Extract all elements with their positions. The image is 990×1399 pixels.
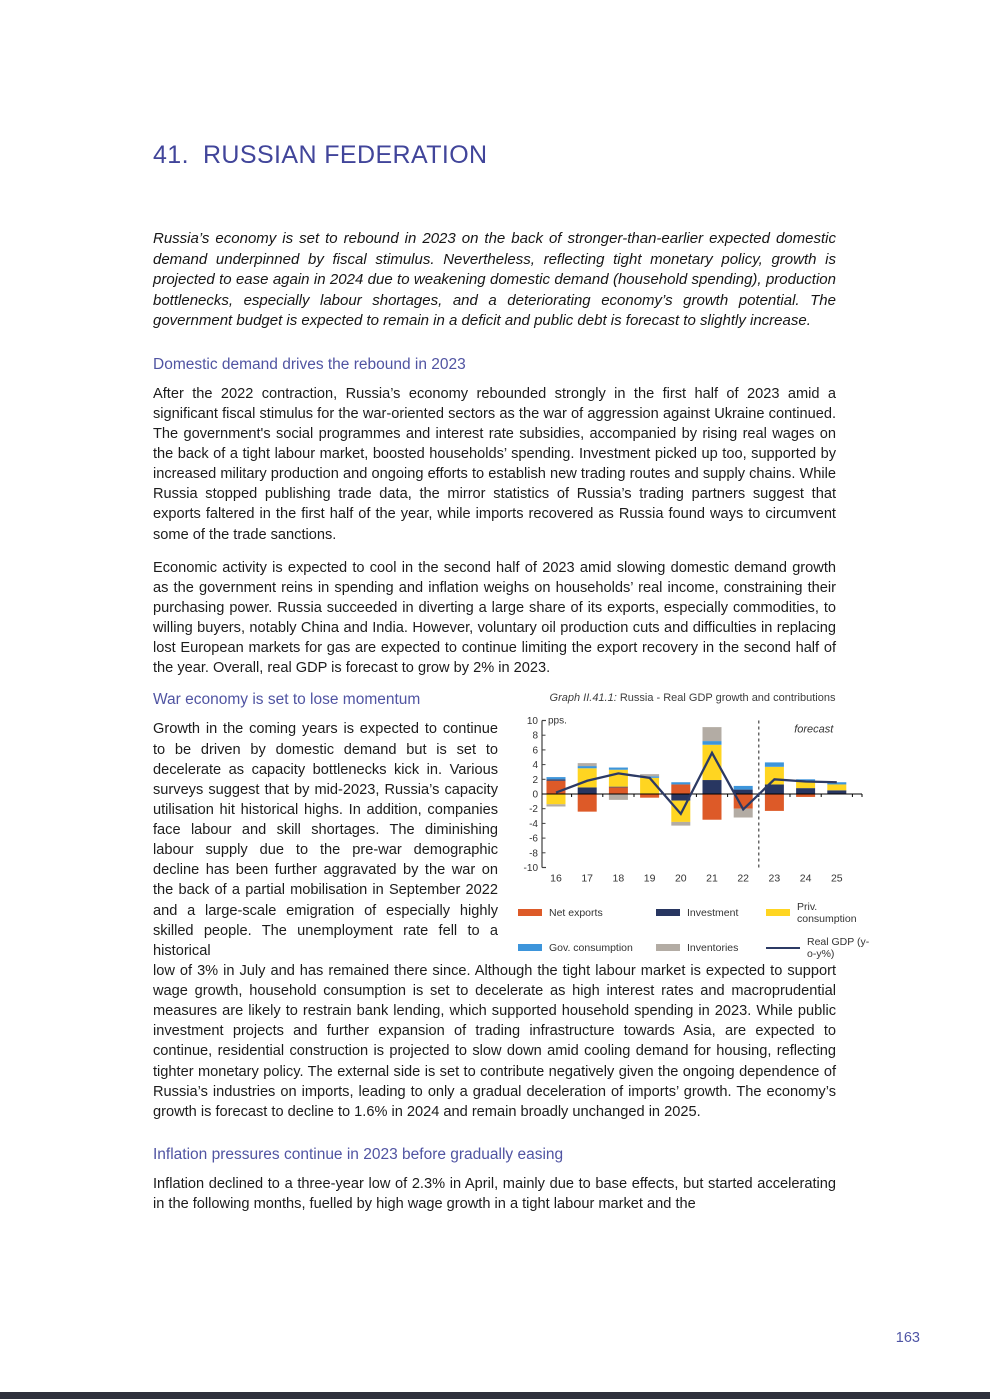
svg-text:17: 17 (581, 872, 594, 885)
svg-text:22: 22 (737, 872, 750, 885)
page-content (153, 0, 870, 1227)
real-gdp-line (556, 753, 837, 814)
legend-color-swatch (656, 909, 680, 916)
legend-item (656, 936, 766, 960)
svg-text:-6: -6 (529, 833, 538, 845)
svg-text:8: 8 (532, 730, 538, 742)
page-title (153, 141, 836, 170)
lead-summary: Russia’s economy is set to rebound in 2023 on the back of stronger-than-earlier expected domestic demand underpinned by fiscal stimulus. Nevertheless, reflecting tight monetary policy, growth is projected to ease again in 2024 due to weakening domestic demand (household spending), production bottlenecks, especially labour shortages, and a deteriorating economy’s growth potential. The government budget is expected to remain in a deficit and public debt is forecast to slightly increase. (153, 230, 836, 330)
legend-label: Investment (687, 906, 739, 919)
svg-text:-10: -10 (523, 862, 538, 874)
legend-color-swatch (766, 909, 790, 916)
legend-color-swatch (518, 944, 542, 951)
svg-text:forecast: forecast (794, 723, 834, 736)
svg-text:-8: -8 (529, 848, 538, 860)
svg-text:21: 21 (706, 872, 718, 885)
chart-svg (510, 710, 870, 890)
svg-text:20: 20 (674, 872, 687, 885)
legend-color-swatch (656, 944, 680, 951)
legend-label: Gov. consumption (549, 941, 633, 954)
svg-text:4: 4 (532, 759, 538, 771)
svg-text:0: 0 (532, 789, 538, 801)
chart-plot-area (510, 710, 875, 895)
legend-label: Inventories (687, 941, 739, 954)
svg-text:-4: -4 (529, 818, 538, 830)
two-column-block (153, 691, 875, 961)
legend-item (766, 901, 875, 925)
paragraph: low of 3% in July and has remained there since. Although the tight labour market is expected to support wage growth, household consumption is set to decelerate as high interest rates and macroprudential measures are likely to restrain bank lending, which supported household spending in 2023. While public investment projects and further expansion of trading infrastructure towards Asia, are expected to continue, residential construction is projected to slow down amid cooling demand for housing, reflecting tighter monetary policy. The external side is set to contribute negatively given the ongoing dependence of Russia’s industries on imports, leading to only a gradual deceleration of imports’ growth. The economy’s growth is forecast to decline to 1.6% in 2024 and remain broadly unchanged in 2025. (153, 962, 836, 1120)
svg-text:24: 24 (799, 872, 812, 885)
legend-item (766, 936, 875, 960)
paragraph: Growth in the coming years is expected to continue to be driven by domestic demand but is set to decelerate as capacity bottlenecks kick in. Various surveys suggest that by mid-2023, Russia’s capacity utilisation hit historical highs. In addition, companies face labour and skill shortages. The diminishing labour supply due to the pre-war demographic decline has been further aggravated by the war on the back of a partial mobilisation in September 2022 and a large-scale emigration of especially highly skilled people. The unemployment rate fell to a historical (153, 721, 498, 959)
svg-text:23: 23 (768, 872, 781, 885)
svg-text:-2: -2 (529, 803, 538, 815)
chart-title-text: Russia - Real GDP growth and contributions (619, 692, 836, 705)
svg-text:2: 2 (532, 774, 538, 786)
legend-item (518, 901, 656, 925)
paragraph: Inflation declined to a three-year low of 2.3% in April, mainly due to base effects, but started accelerating in the following months, fuelled by high wage growth in a tight labour market and the (153, 1175, 836, 1213)
svg-text:16: 16 (550, 872, 562, 885)
svg-text:pps.: pps. (548, 715, 567, 727)
chart-legend (510, 901, 875, 960)
chart-title (543, 691, 843, 705)
chapter-name: RUSSIAN FEDERATION (202, 141, 488, 169)
svg-text:19: 19 (643, 872, 656, 885)
legend-color-swatch (518, 909, 542, 916)
legend-label: Real GDP (y-o-y%) (807, 935, 870, 960)
svg-text:25: 25 (830, 872, 843, 885)
legend-line-swatch (766, 947, 800, 949)
gdp-contributions-chart (510, 691, 875, 959)
section-heading-inflation: Inflation pressures continue in 2023 before gradually easing (153, 1145, 564, 1163)
svg-text:10: 10 (526, 715, 538, 727)
legend-item (656, 901, 766, 925)
chapter-number: 41. (153, 141, 189, 169)
page-number: 163 (895, 1330, 920, 1346)
legend-label: Priv. consumption (797, 900, 857, 925)
legend-label: Net exports (549, 906, 603, 919)
paragraph: After the 2022 contraction, Russia’s economy rebounded strongly in the first half of 2023 amid a significant fiscal stimulus for the war-oriented sectors as the war of aggression against Ukraine continued. The government's social programmes and interest rate subsidies, accompanied by rising real wages on the back of a tight labour market, boosted households’ spending. Investment picked up too, supported by increased military production and ongoing efforts to establish new trading routes and supply chains. While Russia stopped publishing trade data, the mirror statistics of Russia’s trading partners suggest that exports faltered in the first half of the year, while imports recovered as Russia found ways to circumvent some of the trade sanctions. (153, 385, 836, 543)
section-heading-war-economy: War economy is set to lose momentum (153, 691, 421, 709)
paragraph: Economic activity is expected to cool in the second half of 2023 amid slowing domestic demand growth as the government reins in spending and inflation weighs on households’ real income, constraining their purchasing power. Russia succeeded in diverting a large share of its exports, especially commodities, to willing buyers, notably China and India. However, voluntary oil production cuts and difficulties in replacing lost European markets for gas are expected to continue limiting the export recovery in the second half of the year. Overall, real GDP is forecast to grow by 2% in 2023. (153, 559, 836, 677)
footer-bar (0, 1392, 990, 1399)
section-heading-domestic-demand: Domestic demand drives the rebound in 2023 (153, 355, 466, 373)
left-text-column (153, 691, 498, 961)
svg-text:18: 18 (612, 872, 625, 885)
svg-text:6: 6 (532, 745, 538, 757)
chart-title-graph-label: Graph II.41.1: (549, 692, 620, 705)
legend-item (518, 936, 656, 960)
